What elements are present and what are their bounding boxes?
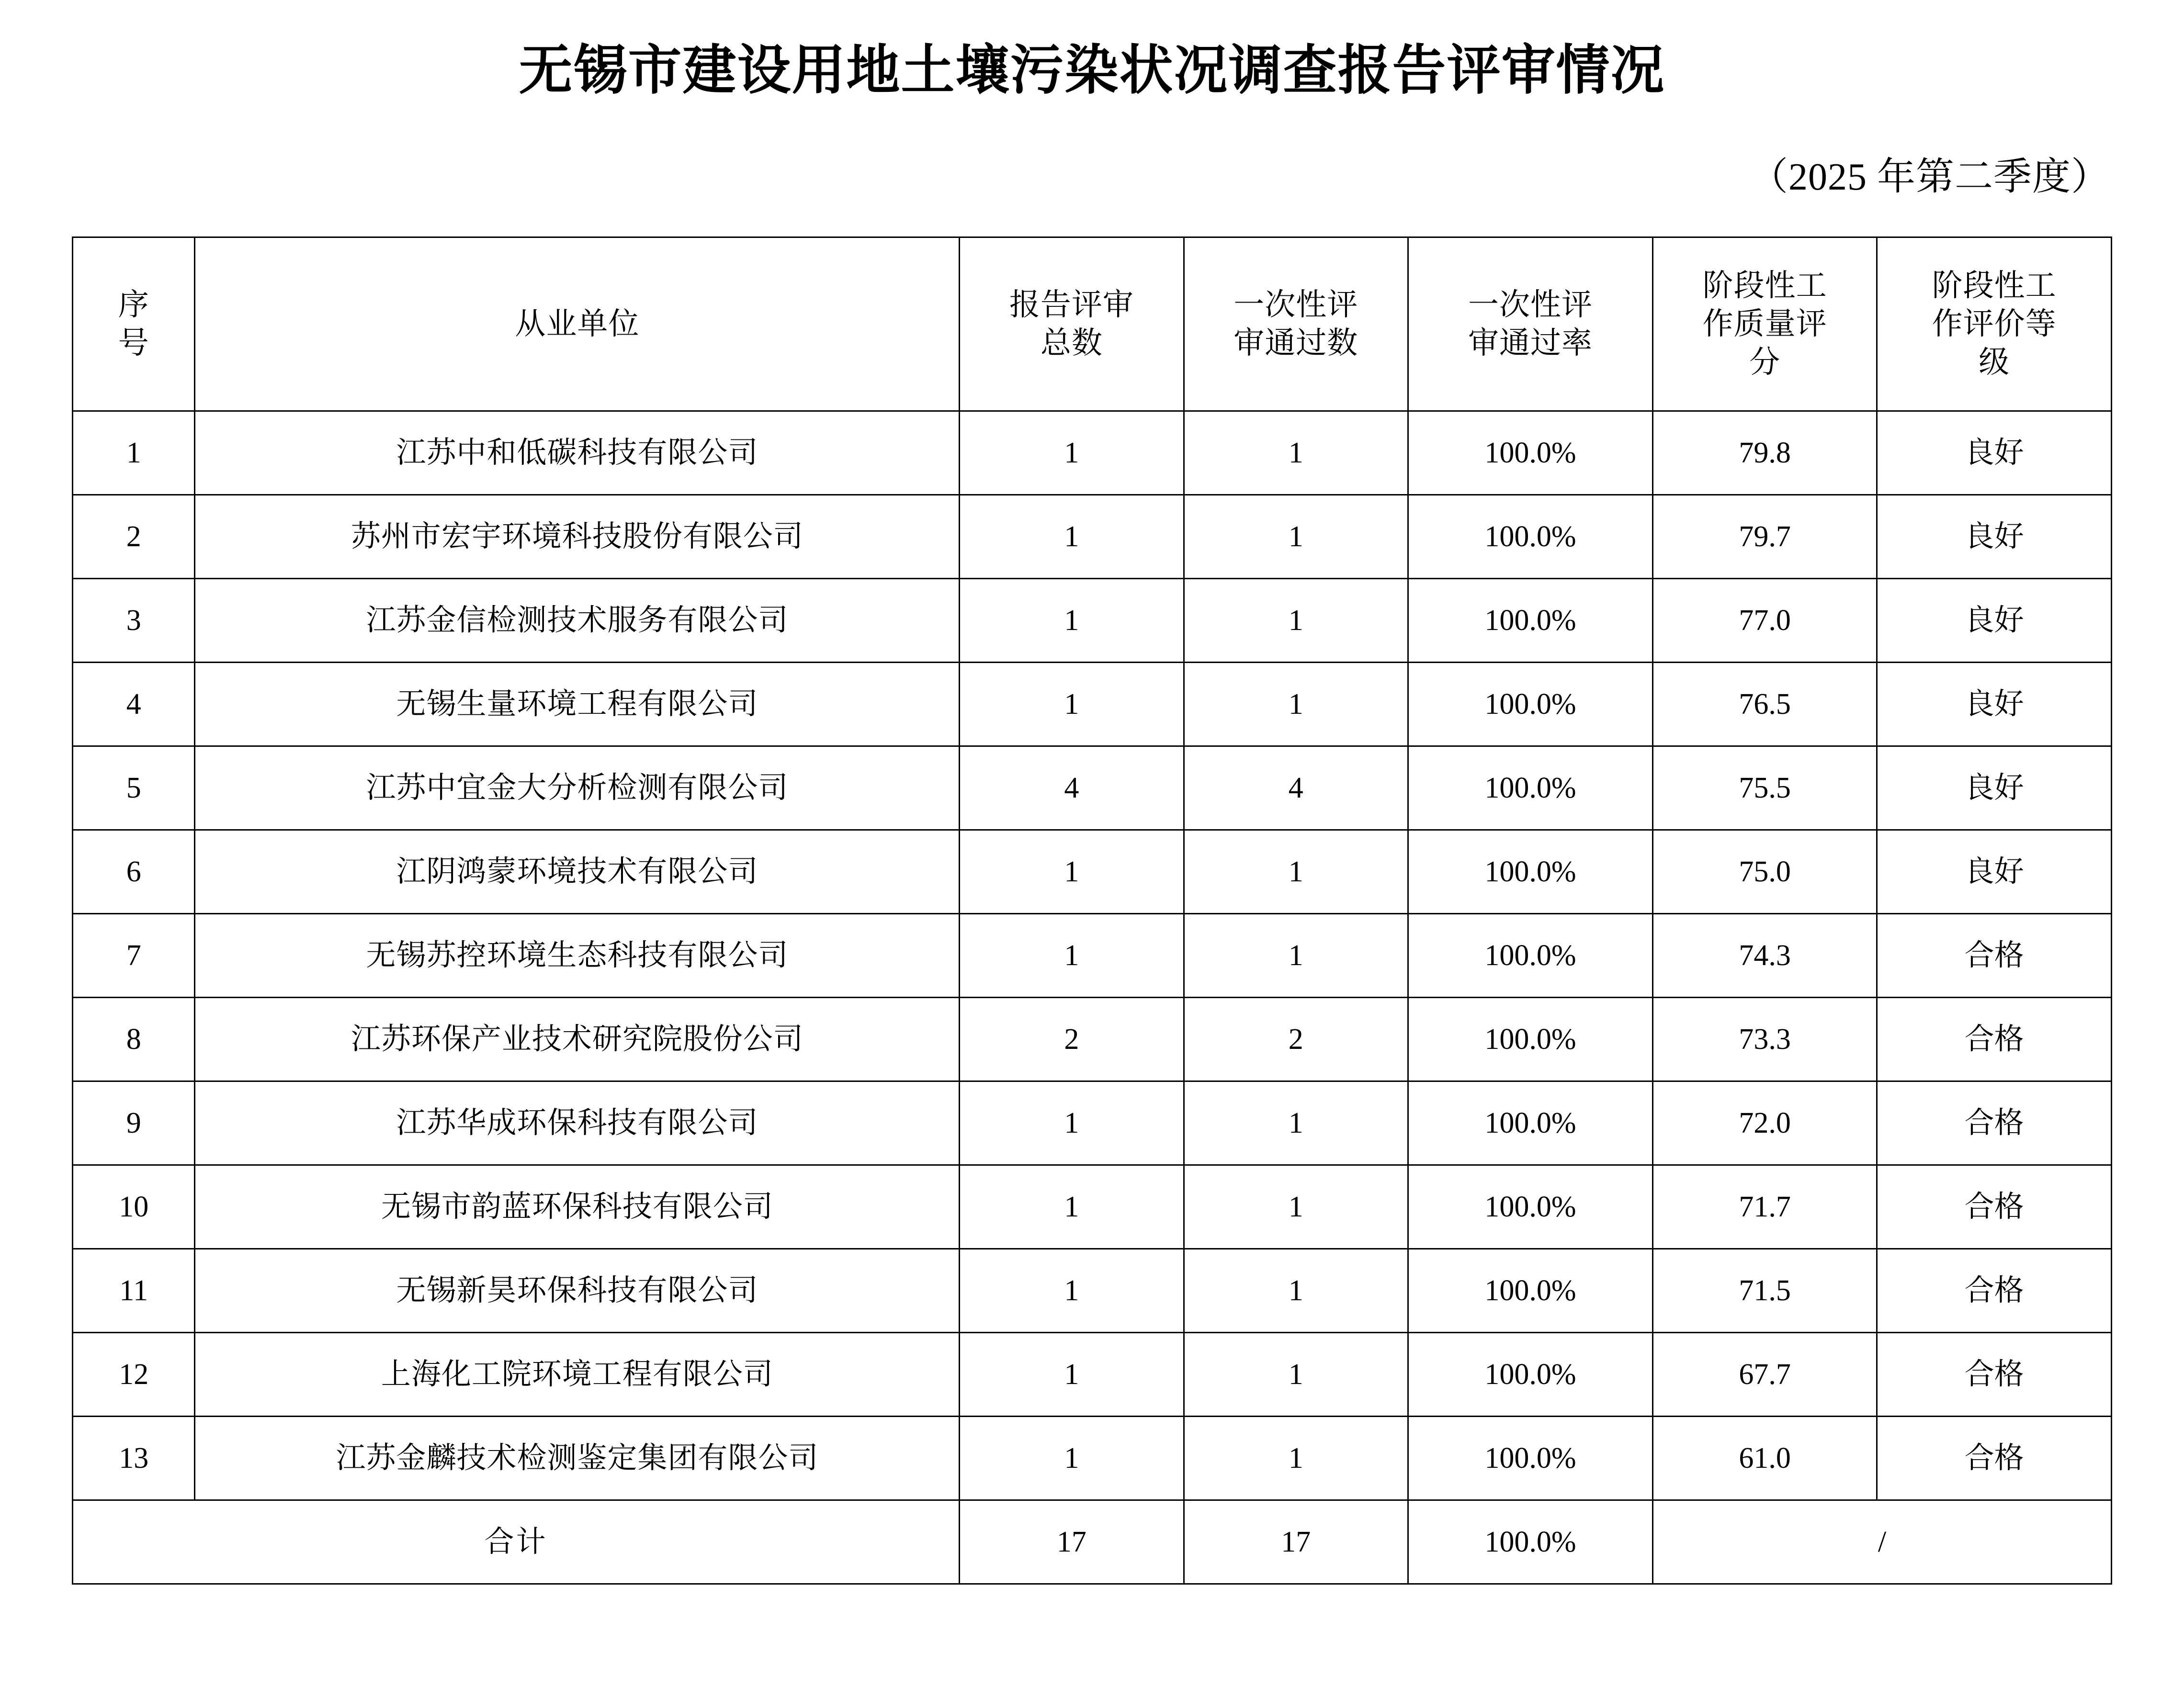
cell-index: 10 xyxy=(73,1165,195,1249)
cell-index: 2 xyxy=(73,495,195,579)
cell-unit: 无锡生量环境工程有限公司 xyxy=(195,663,960,746)
cell-grade: 良好 xyxy=(1877,579,2112,663)
column-header-first-pass-count: 一次性评 审通过数 xyxy=(1184,237,1408,411)
cell-total: 1 xyxy=(960,830,1184,914)
cell-grade: 良好 xyxy=(1877,495,2112,579)
cell-unit: 无锡苏控环境生态科技有限公司 xyxy=(195,914,960,998)
table-row xyxy=(73,1165,2112,1249)
table-total-row xyxy=(73,1500,2112,1584)
cell-rate: 100.0% xyxy=(1408,1081,1652,1165)
cell-total: 1 xyxy=(960,495,1184,579)
cell-pass: 1 xyxy=(1184,1417,1408,1500)
cell-unit: 江苏华成环保科技有限公司 xyxy=(195,1081,960,1165)
cell-index: 7 xyxy=(73,914,195,998)
cell-total: 1 xyxy=(960,1081,1184,1165)
cell-score: 73.3 xyxy=(1652,998,1877,1081)
cell-unit: 江苏金信检测技术服务有限公司 xyxy=(195,579,960,663)
cell-pass: 1 xyxy=(1184,495,1408,579)
cell-total: 2 xyxy=(960,998,1184,1081)
cell-score: 77.0 xyxy=(1652,579,1877,663)
cell-index: 12 xyxy=(73,1333,195,1417)
cell-unit: 上海化工院环境工程有限公司 xyxy=(195,1333,960,1417)
cell-pass-sum: 17 xyxy=(1184,1500,1408,1584)
cell-total-sum: 17 xyxy=(960,1500,1184,1584)
cell-total: 4 xyxy=(960,746,1184,830)
review-results-table xyxy=(72,236,2112,1585)
cell-score: 71.7 xyxy=(1652,1165,1877,1249)
table-row xyxy=(73,998,2112,1081)
cell-score: 72.0 xyxy=(1652,1081,1877,1165)
cell-score: 67.7 xyxy=(1652,1333,1877,1417)
cell-grade: 良好 xyxy=(1877,663,2112,746)
cell-total: 1 xyxy=(960,914,1184,998)
cell-index: 5 xyxy=(73,746,195,830)
table-row xyxy=(73,830,2112,914)
cell-rate: 100.0% xyxy=(1408,746,1652,830)
table-row xyxy=(73,1249,2112,1333)
page-title: 无锡市建设用地土壤污染状况调查报告评审情况 xyxy=(519,39,1665,101)
cell-score: 75.0 xyxy=(1652,830,1877,914)
cell-rate: 100.0% xyxy=(1408,1249,1652,1333)
cell-index: 3 xyxy=(73,579,195,663)
cell-pass: 1 xyxy=(1184,1165,1408,1249)
table-row xyxy=(73,1417,2112,1500)
cell-pass: 2 xyxy=(1184,998,1408,1081)
cell-index: 6 xyxy=(73,830,195,914)
cell-rate-sum: 100.0% xyxy=(1408,1500,1652,1584)
table-body xyxy=(73,411,2112,1584)
cell-pass: 1 xyxy=(1184,830,1408,914)
cell-grade: 合格 xyxy=(1877,914,2112,998)
cell-grade: 合格 xyxy=(1877,998,2112,1081)
cell-rate: 100.0% xyxy=(1408,663,1652,746)
cell-index: 4 xyxy=(73,663,195,746)
cell-unit: 江阴鸿蒙环境技术有限公司 xyxy=(195,830,960,914)
table-header xyxy=(73,237,2112,411)
cell-score: 74.3 xyxy=(1652,914,1877,998)
cell-rate: 100.0% xyxy=(1408,579,1652,663)
cell-pass: 1 xyxy=(1184,411,1408,495)
column-header-first-pass-rate: 一次性评 审通过率 xyxy=(1408,237,1652,411)
cell-rate: 100.0% xyxy=(1408,998,1652,1081)
table-row xyxy=(73,663,2112,746)
cell-grade: 良好 xyxy=(1877,830,2112,914)
cell-total: 1 xyxy=(960,663,1184,746)
cell-pass: 1 xyxy=(1184,663,1408,746)
cell-unit: 无锡市韵蓝环保科技有限公司 xyxy=(195,1165,960,1249)
column-header-index: 序 号 xyxy=(73,237,195,411)
cell-score: 61.0 xyxy=(1652,1417,1877,1500)
cell-pass: 1 xyxy=(1184,1333,1408,1417)
cell-score: 75.5 xyxy=(1652,746,1877,830)
cell-index: 11 xyxy=(73,1249,195,1333)
cell-total: 1 xyxy=(960,1249,1184,1333)
column-header-quality-score: 阶段性工 作质量评 分 xyxy=(1652,237,1877,411)
page-subtitle: （2025 年第二季度） xyxy=(1750,156,2110,199)
cell-rate: 100.0% xyxy=(1408,495,1652,579)
cell-unit: 江苏中宜金大分析检测有限公司 xyxy=(195,746,960,830)
cell-score: 79.7 xyxy=(1652,495,1877,579)
table-row xyxy=(73,914,2112,998)
cell-grade: 合格 xyxy=(1877,1081,2112,1165)
table-row xyxy=(73,1081,2112,1165)
table-row xyxy=(73,1333,2112,1417)
cell-index: 8 xyxy=(73,998,195,1081)
cell-unit: 江苏环保产业技术研究院股份公司 xyxy=(195,998,960,1081)
cell-index: 13 xyxy=(73,1417,195,1500)
cell-total: 1 xyxy=(960,1165,1184,1249)
table-row xyxy=(73,411,2112,495)
cell-unit: 苏州市宏宇环境科技股份有限公司 xyxy=(195,495,960,579)
cell-pass: 4 xyxy=(1184,746,1408,830)
cell-index: 9 xyxy=(73,1081,195,1165)
column-header-grade: 阶段性工 作评价等 级 xyxy=(1877,237,2112,411)
cell-rate: 100.0% xyxy=(1408,1165,1652,1249)
cell-total: 1 xyxy=(960,411,1184,495)
column-header-unit: 从业单位 xyxy=(195,237,960,411)
table-row xyxy=(73,495,2112,579)
cell-unit: 江苏金麟技术检测鉴定集团有限公司 xyxy=(195,1417,960,1500)
cell-grade: 良好 xyxy=(1877,746,2112,830)
cell-rate: 100.0% xyxy=(1408,830,1652,914)
cell-grade: 合格 xyxy=(1877,1249,2112,1333)
table-row xyxy=(73,579,2112,663)
cell-grade: 合格 xyxy=(1877,1165,2112,1249)
cell-pass: 1 xyxy=(1184,1249,1408,1333)
cell-score: 76.5 xyxy=(1652,663,1877,746)
cell-score-grade-na: / xyxy=(1652,1500,2111,1584)
cell-rate: 100.0% xyxy=(1408,1417,1652,1500)
cell-unit: 江苏中和低碳科技有限公司 xyxy=(195,411,960,495)
cell-rate: 100.0% xyxy=(1408,914,1652,998)
column-header-total-reviews: 报告评审 总数 xyxy=(960,237,1184,411)
cell-score: 79.8 xyxy=(1652,411,1877,495)
cell-total: 1 xyxy=(960,579,1184,663)
cell-total: 1 xyxy=(960,1333,1184,1417)
cell-pass: 1 xyxy=(1184,1081,1408,1165)
cell-rate: 100.0% xyxy=(1408,1333,1652,1417)
cell-total-label: 合计 xyxy=(73,1500,960,1584)
cell-grade: 良好 xyxy=(1877,411,2112,495)
cell-pass: 1 xyxy=(1184,914,1408,998)
cell-total: 1 xyxy=(960,1417,1184,1500)
table-container xyxy=(0,201,2184,1585)
cell-unit: 无锡新昊环保科技有限公司 xyxy=(195,1249,960,1333)
cell-score: 71.5 xyxy=(1652,1249,1877,1333)
table-row xyxy=(73,746,2112,830)
cell-grade: 合格 xyxy=(1877,1333,2112,1417)
cell-index: 1 xyxy=(73,411,195,495)
cell-grade: 合格 xyxy=(1877,1417,2112,1500)
cell-pass: 1 xyxy=(1184,579,1408,663)
cell-rate: 100.0% xyxy=(1408,411,1652,495)
table-header-row xyxy=(73,237,2112,411)
